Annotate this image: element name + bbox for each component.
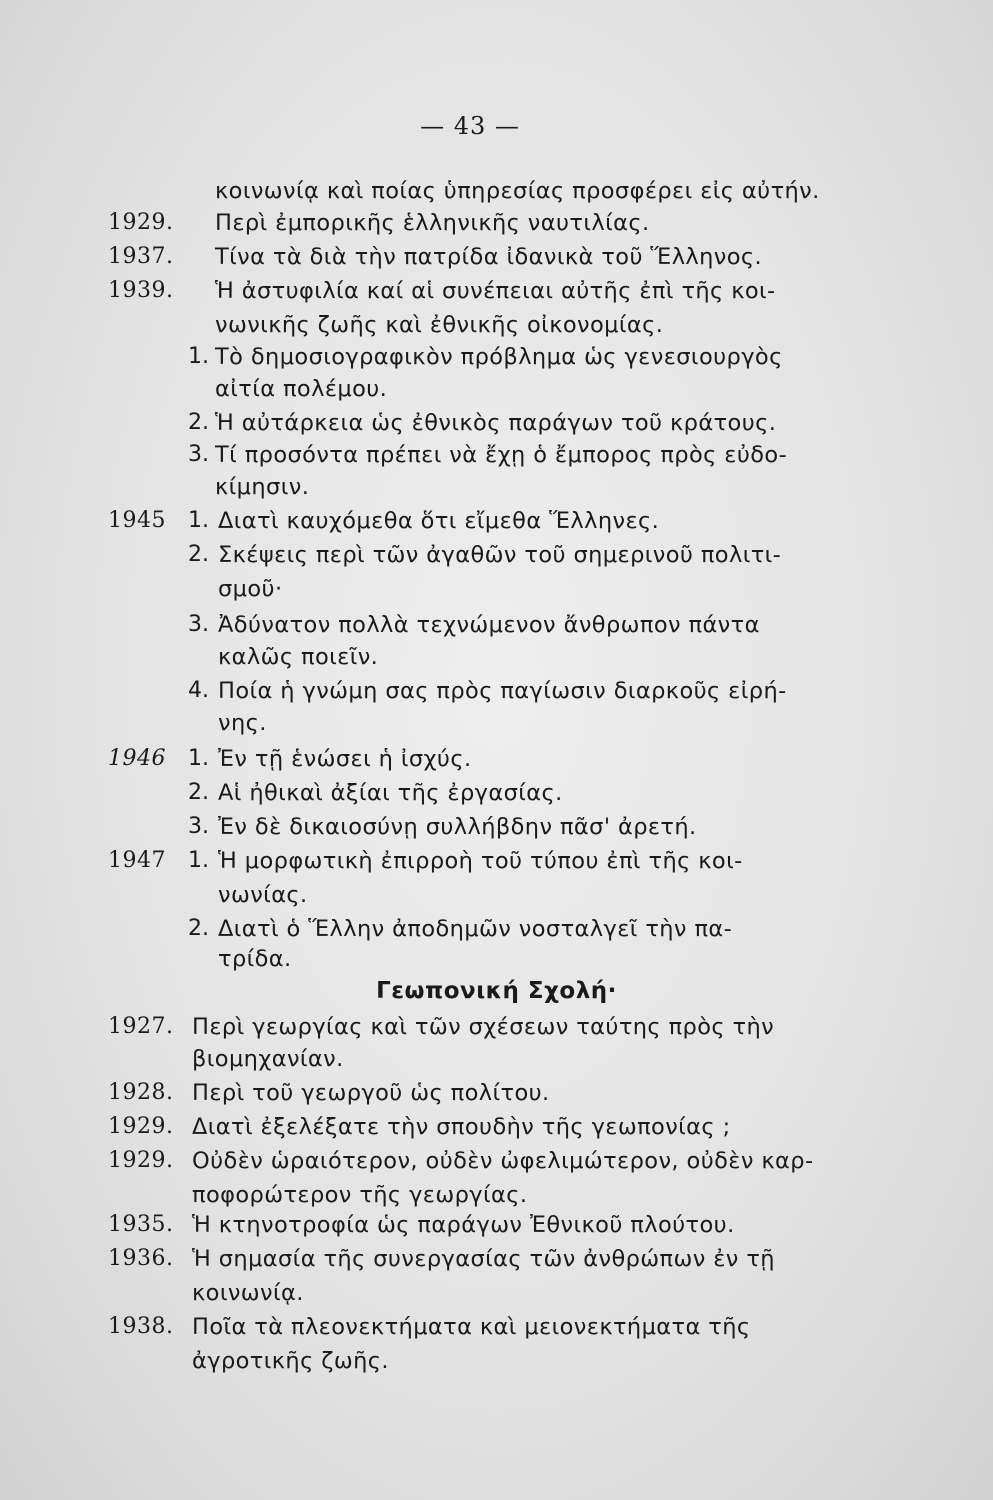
entry-number: 2. (188, 410, 209, 435)
list-item (0, 1080, 993, 1114)
entry-text: Ἡ μορφωτικὴ ἐπιρροὴ τοῦ τύπου ἐπὶ τῆς κοι- (218, 848, 743, 874)
list-item (0, 542, 993, 576)
entry-year: 1946 (108, 746, 166, 771)
list-item (0, 848, 993, 882)
entry-year: 1937. (108, 244, 174, 269)
entry-text: Ἡ ἀστυφιλία καί αἱ συνέπειαι αὐτῆς ἐπὶ τῆς κοι- (215, 278, 776, 304)
entry-text: Ἀδύνατον πολλὰ τεχνώμενον ἄνθρωπον πάντα (218, 612, 760, 638)
list-item (0, 376, 993, 410)
entry-text: Διατὶ καυχόμεθα ὅτι εἴμεθα Ἕλληνες. (218, 508, 660, 534)
page-number: — 43 — (420, 112, 520, 140)
list-item (0, 576, 993, 610)
entry-year: 1936. (108, 1246, 174, 1271)
list-item (0, 882, 993, 916)
entry-number: 1. (188, 848, 209, 873)
list-item (0, 1280, 993, 1314)
entry-text: Περὶ γεωργίας καὶ τῶν σχέσεων ταύτης πρὸς τὴν (192, 1014, 775, 1040)
entry-text: κοινωνίᾳ καὶ ποίας ὑπηρεσίας προσφέρει εἰς αὐτήν. (215, 178, 820, 204)
list-item (0, 1212, 993, 1246)
list-item (0, 644, 993, 678)
entry-text: Διατὶ ἐξελέξατε τὴν σπουδὴν τῆς γεωπονίας ; (192, 1114, 731, 1140)
entry-number: 1. (188, 746, 209, 771)
list-item (0, 1046, 993, 1080)
entry-number: 3. (188, 814, 209, 839)
list-item (0, 678, 993, 712)
entry-text: Σκέψεις περὶ τῶν ἀγαθῶν τοῦ σημερινοῦ πολιτι- (218, 542, 782, 568)
entry-number: 3. (188, 442, 209, 467)
list-item (0, 244, 993, 278)
list-item (0, 474, 993, 508)
list-item (0, 344, 993, 378)
entry-text: Ποία ἡ γνώμη σας πρὸς παγίωσιν διαρκοῦς εἰρή- (218, 678, 787, 704)
entry-text: αἰτία πολέμου. (215, 376, 388, 402)
entry-number: 2. (188, 542, 209, 567)
entry-text: Ἡ σημασία τῆς συνεργασίας τῶν ἀνθρώπων ἐν τῇ (192, 1246, 775, 1272)
list-item (0, 312, 993, 346)
entry-year: 1927. (108, 1014, 174, 1039)
entry-text: Διατὶ ὁ Ἕλλην ἀποδημῶν νοσταλγεῖ τὴν πα- (218, 916, 733, 942)
list-item (0, 814, 993, 848)
entry-text: Τίνα τὰ διὰ τὴν πατρίδα ἰδανικὰ τοῦ Ἕλληνος. (215, 244, 763, 270)
entry-text: Τὸ δημοσιογραφικὸν πρόβλημα ὡς γενεσιουργὸς (215, 344, 783, 370)
entry-year: 1938. (108, 1314, 174, 1339)
entry-number: 1. (188, 508, 209, 533)
entry-year: 1945 (108, 508, 166, 533)
entry-text: Ἡ κτηνοτροφία ὡς παράγων Ἐθνικοῦ πλούτου. (192, 1212, 735, 1238)
entry-year: 1939. (108, 278, 174, 303)
entry-text: Ποῖα τὰ πλεονεκτήματα καὶ μειονεκτήματα τῆς (192, 1314, 751, 1340)
list-item (0, 1148, 993, 1182)
entry-year: 1928. (108, 1080, 174, 1105)
entry-number: 4. (188, 678, 209, 703)
entry-text: Ἐν δὲ δικαιοσύνῃ συλλήβδην πᾶσ' ἀρετή. (218, 814, 697, 840)
entry-year: 1929. (108, 210, 174, 235)
list-item (0, 612, 993, 646)
entry-number: 2. (188, 916, 209, 941)
list-item (0, 278, 993, 312)
entry-year: 1947 (108, 848, 166, 873)
section-heading: Γεωπονική Σχολή· (376, 978, 617, 1004)
list-item (0, 1114, 993, 1148)
list-item (0, 442, 993, 476)
entry-number: 2. (188, 780, 209, 805)
list-item (0, 410, 993, 444)
entry-text: βιομηχανίαν. (192, 1046, 344, 1072)
entry-text: Περὶ ἐμπορικῆς ἑλληνικῆς ναυτιλίας. (215, 210, 650, 236)
entry-text: ποφορώτερον τῆς γεωργίας. (192, 1182, 528, 1208)
list-item (0, 210, 993, 244)
entry-text: ἀγροτικῆς ζωῆς. (192, 1348, 389, 1374)
list-item (0, 946, 993, 980)
entry-text: νωνίας. (218, 882, 308, 908)
entry-text: σμοῦ· (218, 576, 283, 602)
entry-year: 1935. (108, 1212, 174, 1237)
entry-text: Τί προσόντα πρέπει νὰ ἔχῃ ὁ ἔμπορος πρὸς εὐδο- (215, 442, 788, 468)
list-item (0, 1314, 993, 1348)
list-item (0, 178, 993, 212)
entry-year: 1929. (108, 1114, 174, 1139)
entry-text: Ἐν τῇ ἑνώσει ἡ ἰσχύς. (218, 746, 472, 772)
entry-year: 1929. (108, 1148, 174, 1173)
list-item (0, 746, 993, 780)
entry-text: Περὶ τοῦ γεωργοῦ ὡς πολίτου. (192, 1080, 550, 1106)
entry-text: κίμησιν. (215, 474, 310, 500)
entry-number: 1. (188, 344, 209, 369)
list-item (0, 916, 993, 950)
entry-text: νωνικῆς ζωῆς καὶ ἐθνικῆς οἰκονομίας. (215, 312, 664, 338)
entry-number: 3. (188, 612, 209, 637)
list-item (0, 710, 993, 744)
entry-text: καλῶς ποιεῖν. (218, 644, 379, 670)
list-item (0, 1246, 993, 1280)
entry-text: νης. (218, 710, 267, 736)
entry-text: κοινωνίᾳ. (192, 1280, 304, 1306)
list-item (0, 1014, 993, 1048)
list-item (0, 1348, 993, 1382)
list-item (0, 508, 993, 542)
list-item (0, 780, 993, 814)
entry-text: τρίδα. (218, 946, 292, 972)
list-item (0, 1182, 993, 1216)
entry-text: Ἡ αὐτάρκεια ὡς ἐθνικὸς παράγων τοῦ κράτους. (215, 410, 777, 436)
entry-text: Αἱ ἠθικαὶ ἀξίαι τῆς ἐργασίας. (218, 780, 563, 806)
entry-text: Οὐδὲν ὡραιότερον, οὐδὲν ὠφελιμώτερον, οὐδὲν καρ- (192, 1148, 814, 1174)
